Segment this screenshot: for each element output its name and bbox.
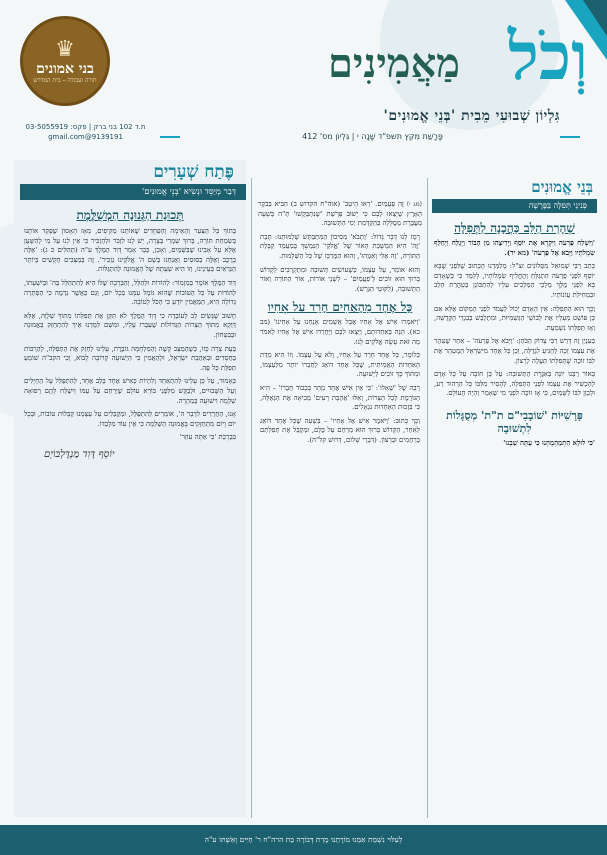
editorial-column: [14, 160, 246, 817]
paragraph: בְּתוֹךְ כָּל הַצַּעַר וְהָאֵימָה וְהַפְּחָדִים שֶׁאוֹתָנוּ מַקִּיפִים, מֵאָז הָאָסוֹן שֶׁפָּקַד אוֹתָנוּ בְּשִׂמְחַת תּוֹרָה, בָּרוּךְ שִׁמְרִי בְּצָרָה, יֵשׁ לָנוּ לִזְכֹּר וּלְהַזְכִּיר כִּי אֵין לָנוּ עַל מִי לְהִשָּׁעֵן אֶלָּא עַל אָבִינוּ שֶׁבַּשָּׁמַיִם, וְאָכֵן, כְּבָר אָמַר דָּוִד הַמֶּלֶךְ ע"ה (תְּהִלִּים כ ג): 'אֵלֶּה בָרֶכֶב וְאֵלֶּה בַסּוּסִים וַאֲנַחְנוּ בְּשֵׁם ה' אֱלֹקֵינוּ נַזְכִּיר'. זֶה בְּמַצָּבִים הַקָּשִׁים בְּיוֹתֵר הַנִּרְאִים בְּעֵינֵינוּ, וְזוֹ הִיא שְׁעָתָהּ שֶׁל הָאֱמוּנָה לְהִתְגַּלּוֹת.: [24, 227, 236, 274]
paragraph: דָּוִד הַמֶּלֶךְ אוֹמֵר בְּמִזְמוֹר: לְהוֹדוֹת וּלְהַלֵּל, וְהַבְּרָכָה שֶׁלּוֹ הִיא לְהִתְהַלֵּל בַּה' וּבְיִשְׁעָתוֹ, לְהוֹדוֹת עַל כָּל הַטּוֹבוֹת שֶׁהוּא גּוֹמֵל עִמָּנוּ בְּכָל יוֹם, וְגַם כַּאֲשֶׁר נִדְמֶה כִּי הַסְּתָרָה גְּדוֹלָה הִיא, הַמַּאֲמִין יוֹדֵעַ כִּי הַכֹּל לְטוֹבָה.: [24, 278, 236, 307]
logo-badge: [20, 16, 110, 106]
paragraph: וְכָךְ הוּא הַתְּפִלָּה: אֵין הָאָדָם יָכוֹל לַעֲמֹד לִפְנֵי הַמָּקוֹם אֶלָּא אִם כֵּן פּוֹשֵׁט מֵעָלָיו אֶת לְבוּשֵׁי הַגַּשְׁמִיּוּת, וּמִתְלַבֵּשׁ בְּבִגְדֵי הַקְּדֻשָּׁה, וְאָז תְּפִלָּתוֹ נִשְׁמַעַת.: [434, 304, 595, 332]
middle-column: [258, 200, 422, 818]
paragraph: 'וַיֹּאמְרוּ אִישׁ אֶל אָחִיו אֲבָל אֲשֵׁמִים אֲנַחְנוּ עַל אָחִינוּ' (מב כא). הִנֵּה בְּאַחְדוּתָם, וַיֵּצְאוּ לִבָּם וַיֶּחֶרְדוּ אִישׁ אֶל אָחִיו לֵאמֹר מַה זֹּאת עָשָׂה אֱלֹקִים לָנוּ.: [260, 318, 420, 346]
paragraph: כְּאָמוּר, עַל כֵּן עָלֵינוּ לְהִתְאַחֵד וְלִהְיוֹת כְּאִישׁ אֶחָד בְּלֵב אֶחָד, לְהִתְפַּלֵּל עַל הַחַיָּלִים וְעַל הַשְּׁבוּיִים, וּלְבַקֵּשׁ מִלִּפְנֵי בּוֹרֵא עוֹלָם שֶׁיְּרַחֵם עַל עַמּוֹ וְיִשְׁלַח לָהֶם רְפוּאָה שְׁלֵמָה וִישׁוּעָה בְּמְהֵרָה.: [24, 377, 236, 405]
verse-reference: (מג י): [406, 201, 422, 208]
issue-line: פָּרָשַׁת מִקֵּץ תשפ"ד שָׁנָה י | גִּלְיוֹן מס' 412: [302, 132, 443, 141]
editorial-section-subtitle: דְּבַר מְיַסֵּד וּנְשִׂיא 'בְּנֵי אֱמוּנִים': [20, 184, 246, 200]
paragraph: רָבָה שֶׁל 'שְׁאָלוּ': 'כִּי אֵין אִישׁ אֶחָד נִזְהָר בְּכָבוֹד חֲבֵרוֹ' – הִיא הַגּוֹרֶמֶת לְכָל הַצָּרוֹת, וְאִלּוּ 'אֲהַבַת רֵעִים' מְבִיאָה אֶת הַגְּאֻלָּה, כִּי בִּזְכוּת הָאַחְדוּת נִגְאָלִים.: [260, 383, 420, 412]
paragraph: בְּעִנְיַן זֶה דָּרַשׁ רַבִּי צָדוֹק הַכֹּהֵן: 'וַיָּבֹא אֶל פַּרְעֹה' – אַחַר שֶׁטִּהֵר אֶת עַצְמוֹ זָכָה לְהַגִּיעַ לִגְדֻלָּה, וְכֵן כָּל אֶחָד מִיִּשְׂרָאֵל הַמְטַהֵר אֶת לִבּוֹ זוֹכֶה שֶׁתְּפִלָּתוֹ תַּעֲלֶה לְרָצוֹן.: [434, 337, 595, 365]
article-heading: פָּרָשִׁיּוֹת 'שׁוֹבָבִי"ם ת"ת' מְסֻגָּלוֹת לִתְשׁוּבָה: [446, 408, 583, 435]
right-section-title: בְּנֵי אֱמוּנִים: [531, 178, 593, 196]
column-divider: [251, 178, 252, 818]
paragraph: בְּעֵת צָרָה כָּזוֹ, כְּשֶׁהַמַּצָּב קָשֶׁה וְהַמִּלְחָמָה גּוֹבֶרֶת, עָלֵינוּ לְחַזֵּק אֶת הַתְּפִלָּה, לְהַרְבּוֹת בַּחֲסָדִים וּבְאַהֲבַת יִשְׂרָאֵל, וּלְהַאֲמִין כִּי הַיְשׁוּעָה קְרוֹבָה לָבוֹא, וְכִי הקב"ה שׁוֹמֵעַ תְּפִלַּת כָּל פֶּה.: [24, 344, 236, 372]
editorial-section-title: פֶּתַח שְׁעָרִים: [153, 162, 234, 182]
contact-info: [18, 122, 153, 142]
paragraph: וְהוּא אוֹמֵר, עַל עַצְמוֹ, כְּשֶׁעוֹשִׂים תְּשׁוּבָה וּמִתְקָרְבִים לַקָּדוֹשׁ בָּרוּךְ הוּא זוֹכִים לְ'פַעֲמַיִם' – לִשְׁנֵי אוֹרוֹת, אוֹר הַתּוֹרָה וְאוֹר הַתְּשׁוּבָה, (לִקּוּטֵי הַגְּרָשׁ).: [260, 265, 420, 293]
logo-text: בני אמונים: [36, 60, 94, 77]
right-column: [432, 178, 597, 818]
masthead-title: [215, 17, 600, 106]
right-section-subtitle: פְּנִינֵי תְּפִלָּה בַּפָּרָשָׁה: [432, 199, 597, 213]
dedication-footer: לְעִלּוּי נִשְׁמַת אִמֵּנוּ מוֹרָתֵנוּ מָרַת דְּבוֹרָה בַּת הרה"ח ר' חַיִּים וְאִשְׁתּוֹ ע"ה: [0, 825, 607, 855]
paragraph: כָּתַב רַבִּי שְׁמוּאֵל מִסְּלוֹנִים זצ"ל: מְלַמְּדֵנוּ הַכָּתוּב שֶׁלִּפְנֵי שֶׁבָּא יוֹסֵף לִפְנֵי פַרְעֹה הִתְגַּלֵּחַ וְהֶחֱלִיף שִׂמְלוֹתָיו, לְלַמֵּד כִּי כְּשֶׁאָדָם בָּא לִפְנֵי מֶלֶךְ מַלְכֵי הַמְּלָכִים עָלָיו לְהִתְכּוֹנֵן בְּטָהֳרַת הַלֵּב וּבִמְחִילַת עֲוֹנוֹתָיו.: [434, 262, 595, 299]
title-vekhol: וְכֹל: [507, 17, 588, 95]
signature: יוֹסֵף דָּוִד מַנְדֶּלְבּוֹיְם: [44, 448, 115, 460]
article-heading: שְׁהָרַת הַלֵּב כַּהֲכָנָה לַתְּפִלָּה: [454, 221, 575, 235]
editorial-article-title: תְּכוּנַת הַגְּנוּנָה הַמְשֻׁלֶּמֶת: [76, 208, 184, 222]
paragraph: חָשׁוּב שֶׁנָּשִׂים לֵב לְעוֹבְדָה כִּי דָּוִד הַמֶּלֶךְ לֹא תִּקֵּן אֶת תְּפִלַּתוֹ מִתּוֹךְ שַׁלְוָה, אֶלָּא דַּוְקָא מִתּוֹךְ הַצָּרוֹת הַגְּדוֹלוֹת שֶׁעָבְרוּ עָלָיו, וּמִשָּׁם לִמְּדָנוּ אֵיךְ לְהִתְחַזֵּק בָּאֱמוּנָה וּבַבִּטָּחוֹן.: [24, 311, 236, 339]
intro-text: זֶה פַּעֲמַיִם. 'רְאוּ הֵיטֵב' (אוה"ח הקדוש ב) הִבִּיא בְּבֹקֶר הָאָרֶץ שֶׁיָּצְאוּ לְבָם כִּי יָשׁוּב פָּרָשַׁת 'שֶׁנִּתְבַּקְּשׁוּ' תַּ"ה בְּשָׁעָה מְעֻבֶּרֶת מְסֻלָּלָה בְּהַקְדָּמַת יְמִי הַתְּשׁוּבָה.: [258, 200, 422, 228]
crown-icon: ♛: [55, 36, 75, 62]
editorial-header: [14, 160, 246, 198]
verse-quote: 'כִּי לוּלֵא הִתְמַהְמָהְנוּ כִּי עַתָּה שַׁבְנוּ': [503, 438, 595, 447]
paragraph: אָנוּ, הַחֲרֵדִים לִדְבַר ה', אוֹמְרִים לְהִתְפַּלֵּל, וּמְקַבְּלִים עַל עַצְמֵנוּ קַבָּלוֹת טוֹבוֹת, וּבְכָל יוֹם וָיוֹם מִתְחַזְּקִים בָּאֱמוּנָה הַשְּׁלֵמָה כִּי אֵין עוֹד מִלְבַדּוֹ.: [24, 410, 236, 428]
column-divider: [427, 178, 428, 818]
contact-email[interactable]: 9139191@gmail.com: [48, 133, 123, 141]
article-heading: כָּל אֶחָד מֵהָאַחִים חָרֵד עַל אָחִיו: [267, 300, 413, 315]
paragraph: כְּלוֹמַר, כָּל אֶחָד חָרַד עַל אָחִיו, וְלֹא עַל עַצְמוֹ. וְזוֹ הִיא מִדַּת הָאַחְדוּת הָאֲמִיתִּית, שֶׁכָּל אֶחָד דּוֹאֵג לַחֲבֵרוֹ יוֹתֵר מִלְּעַצְמוֹ, וּמִתּוֹךְ כָּךְ זוֹכִים לְיְשׁוּעָה.: [260, 351, 420, 379]
paragraph: וְכָךְ כָּתוּב: 'וַיֹּאמֶר אִישׁ אֶל אָחִיו' – בְּשָׁעָה שֶׁכָּל אֶחָד דּוֹאֵג לָאַחֵר, הַקָּדוֹשׁ בָּרוּךְ הוּא מְרַחֵם עַל כֻּלָּם, וּמְקַבֵּל אֶת תְּפִלָּתָם בְּרַחֲמִים וּבְרָצוֹן. (דִּבְרֵי שָׁלוֹם, דְּרוּשׁ קל"ה).: [260, 416, 420, 444]
paragraph: רָמַז לָנוּ דָּבָר גָּדוֹל: 'וַתְּבֹא' מְסִיכוֹן הַמִּתְבַּתֵּשׁ שְׁלַמּוּתֵנוּ: תֵּבַת 'זֶה' הִיא הִמְשָׁכַת הָאוֹר שֶׁל 'אֱלֹקַי' הַנִּמְשָׁךְ בְּמַעֲמַד קַבָּלַת הַתּוֹרָה, 'זֶה אֵלִי וְאַנְוֵהוּ', וְהוּא הַמֶּרְכָּז שֶׁל כָּל הַשְּׁלֵמוּת.: [260, 232, 420, 260]
title-maaminim: מַאֲמִינִים: [327, 40, 460, 87]
paragraph: בְּאוֹר רַבֵּנוּ יוֹנָה בְּאִגֶּרֶת הַתְּשׁוּבָה: עַל כֵּן חוֹבָה עַל כָּל אָדָם לְהַכְשִׁיר אֶת עַצְמוֹ לִפְנֵי הַתְּפִלָּה, לְהָסִיר מִלִּבּוֹ כָּל הִרְהוּר רַע, וּלְכַוֵּן לִבּוֹ לַשָּׁמַיִם, כִּי אָז זוֹכֶה לִפְנֵי מִי שֶׁאָמַר וְהָיָה הָעוֹלָם.: [434, 370, 595, 398]
logo-subtitle: תורה ועבודה – בית המדרש: [33, 76, 97, 84]
verse-quote: 'וַיִּשְׁלַח פַּרְעֹה וַיִּקְרָא אֶת יוֹסֵף וַיְרִיצֻהוּ מִן הַבּוֹר וַיְגַלַּח וַיְחַלֵּף שִׂמְלֹתָיו וַיָּבֹא אֶל פַּרְעֹה' (מא יד).: [434, 239, 595, 257]
paragraph: [258, 200, 422, 229]
closing-line: בִּבְרָכַת 'כִּי אַתָּה עוֹזֵר': [179, 433, 236, 442]
contact-address: ת.ד 102 בני ברק | פקס: 03-5055919: [25, 123, 146, 131]
masthead-subtitle: גִּלְיוֹן שְׁבוּעִי מֵבִית 'בְּנֵי אֱמוּנִים': [383, 108, 560, 124]
